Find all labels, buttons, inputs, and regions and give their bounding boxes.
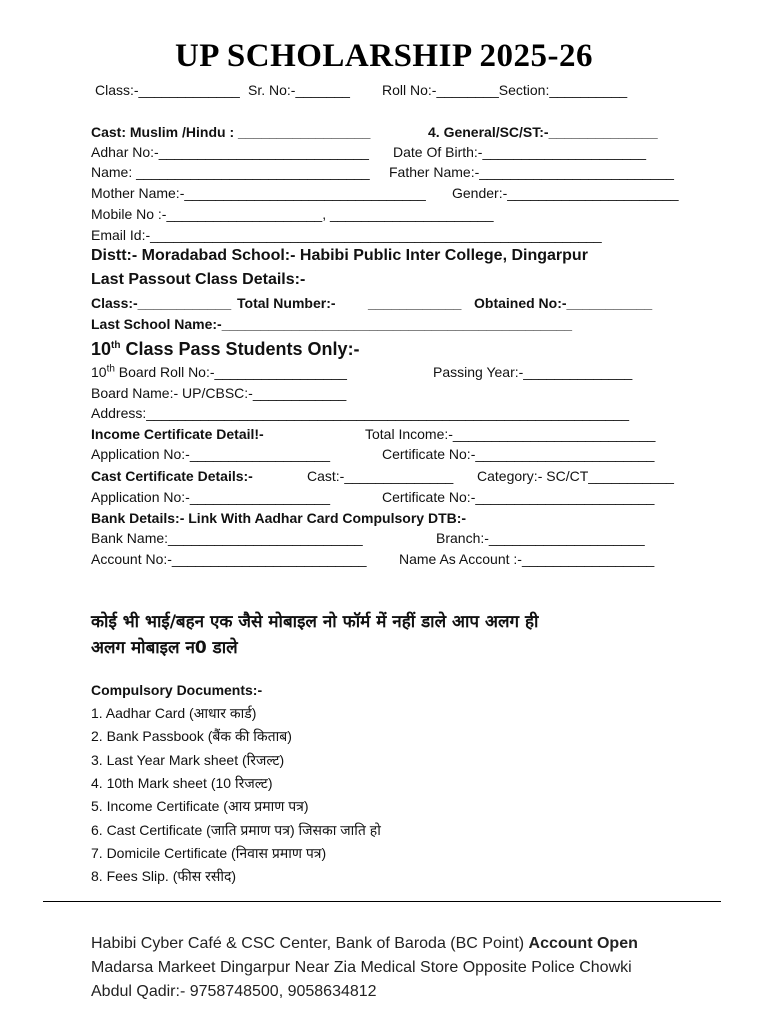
- adhar-field: Adhar No:-___________________________: [91, 144, 369, 160]
- document-item: 6. Cast Certificate (जाति प्रमाण पत्र) जिसका जाति हो: [91, 822, 381, 838]
- father-name-field: Father Name:-_________________________: [389, 164, 674, 180]
- sr-no-field: Sr. No:-_______: [248, 82, 350, 98]
- district-school-line: Distt:- Moradabad School:- Habibi Public Inter College, Dingarpur: [91, 247, 588, 264]
- roll-section-field: Roll No:-________Section:__________: [382, 82, 628, 98]
- obtained-number-field: Obtained No:-___________: [474, 295, 653, 311]
- cast-cert-cast-field: Cast:-______________: [307, 468, 454, 484]
- board-roll-number: 10: [91, 364, 107, 380]
- address-field: Address:______________________________________________________________: [91, 405, 629, 421]
- document-item: 8. Fees Slip. (फीस रसीद): [91, 868, 237, 884]
- hindi-notice-line-1: कोई भी भाई/बहन एक जैसे मोबाइल नो फॉर्म में नहीं डाले आप अलग ही: [91, 612, 539, 632]
- tenth-heading-text: Class Pass Students Only:-: [120, 339, 360, 359]
- total-income-field: Total Income:-__________________________: [365, 426, 656, 442]
- footer-line-1-text: Habibi Cyber Café & CSC Center, Bank of Baroda (BC Point): [91, 935, 529, 952]
- document-item: 2. Bank Passbook (बैंक की किताब): [91, 728, 292, 744]
- documents-heading: Compulsory Documents:-: [91, 682, 263, 698]
- email-field: Email Id:-__________________________________________________________: [91, 227, 602, 243]
- passing-year-field: Passing Year:-______________: [433, 364, 633, 380]
- document-item: 1. Aadhar Card (आधार कार्ड): [91, 705, 257, 721]
- account-no-field: Account No:-_________________________: [91, 551, 367, 567]
- board-roll-field: [91, 363, 347, 381]
- cast-field: Cast: Muslim /Hindu : _________________: [91, 124, 371, 140]
- name-field: Name: ______________________________: [91, 164, 370, 180]
- mobile-field: Mobile No :-____________________, _____________________: [91, 206, 494, 222]
- income-application-field: Application No:-__________________: [91, 446, 330, 462]
- document-item: 7. Domicile Certificate (निवास प्रमाण पत्र): [91, 845, 327, 861]
- footer-line-2: Madarsa Markeet Dingarpur Near Zia Medical Store Opposite Police Chowki: [91, 959, 632, 976]
- branch-field: Branch:-____________________: [436, 530, 645, 546]
- footer-account-open: Account Open: [528, 935, 638, 952]
- form-title: UP SCHOLARSHIP 2025-26: [174, 38, 594, 74]
- tenth-heading-number: 10: [91, 339, 112, 359]
- income-certificate-label: Income Certificate Detail!-: [91, 426, 264, 442]
- gender-field: Gender:-______________________: [452, 185, 679, 201]
- total-number-blank: ____________: [368, 295, 462, 311]
- board-name-field: Board Name:- UP/CBSC:-____________: [91, 385, 347, 401]
- total-number-label: Total Number:-: [237, 295, 336, 311]
- dob-field: Date Of Birth:-_____________________: [393, 144, 646, 160]
- board-roll-label: Board Roll No:-_________________: [114, 364, 347, 380]
- document-item: 4. 10th Mark sheet (10 रिजल्ट): [91, 775, 273, 791]
- footer-line-1: [91, 934, 638, 954]
- cast-certificate-no-field: Certificate No:-_______________________: [382, 489, 655, 505]
- hindi-notice-line-2: अलग मोबाइल न0 डाले: [91, 638, 238, 658]
- category-field: 4. General/SC/ST:-______________: [428, 124, 658, 140]
- name-as-account-field: Name As Account :-_________________: [399, 551, 655, 567]
- cast-certificate-label: Cast Certificate Details:-: [91, 468, 253, 484]
- last-passout-heading: Last Passout Class Details:-: [91, 271, 306, 288]
- last-class-field: Class:-____________: [91, 295, 232, 311]
- board-roll-suffix: th: [106, 363, 115, 375]
- income-certificate-no-field: Certificate No:-_______________________: [382, 446, 655, 462]
- document-item: 3. Last Year Mark sheet (रिजल्ट): [91, 752, 285, 768]
- class-field: Class:-_____________: [95, 82, 240, 98]
- footer-divider: [43, 901, 721, 902]
- mother-name-field: Mother Name:-_______________________________: [91, 185, 426, 201]
- tenth-heading-suffix: th: [111, 340, 121, 351]
- cast-application-field: Application No:-__________________: [91, 489, 330, 505]
- bank-name-field: Bank Name:_________________________: [91, 530, 363, 546]
- cast-cert-category-field: Category:- SC/CT___________: [477, 468, 674, 484]
- bank-details-heading: Bank Details:- Link With Aadhar Card Compulsory DTB:-: [91, 510, 467, 526]
- tenth-pass-heading: [91, 338, 360, 360]
- footer-line-3: Abdul Qadir:- 9758748500, 9058634812: [91, 983, 377, 1000]
- last-school-field: Last School Name:-_____________________________________________: [91, 316, 573, 332]
- document-item: 5. Income Certificate (आय प्रमाण पत्र): [91, 798, 309, 814]
